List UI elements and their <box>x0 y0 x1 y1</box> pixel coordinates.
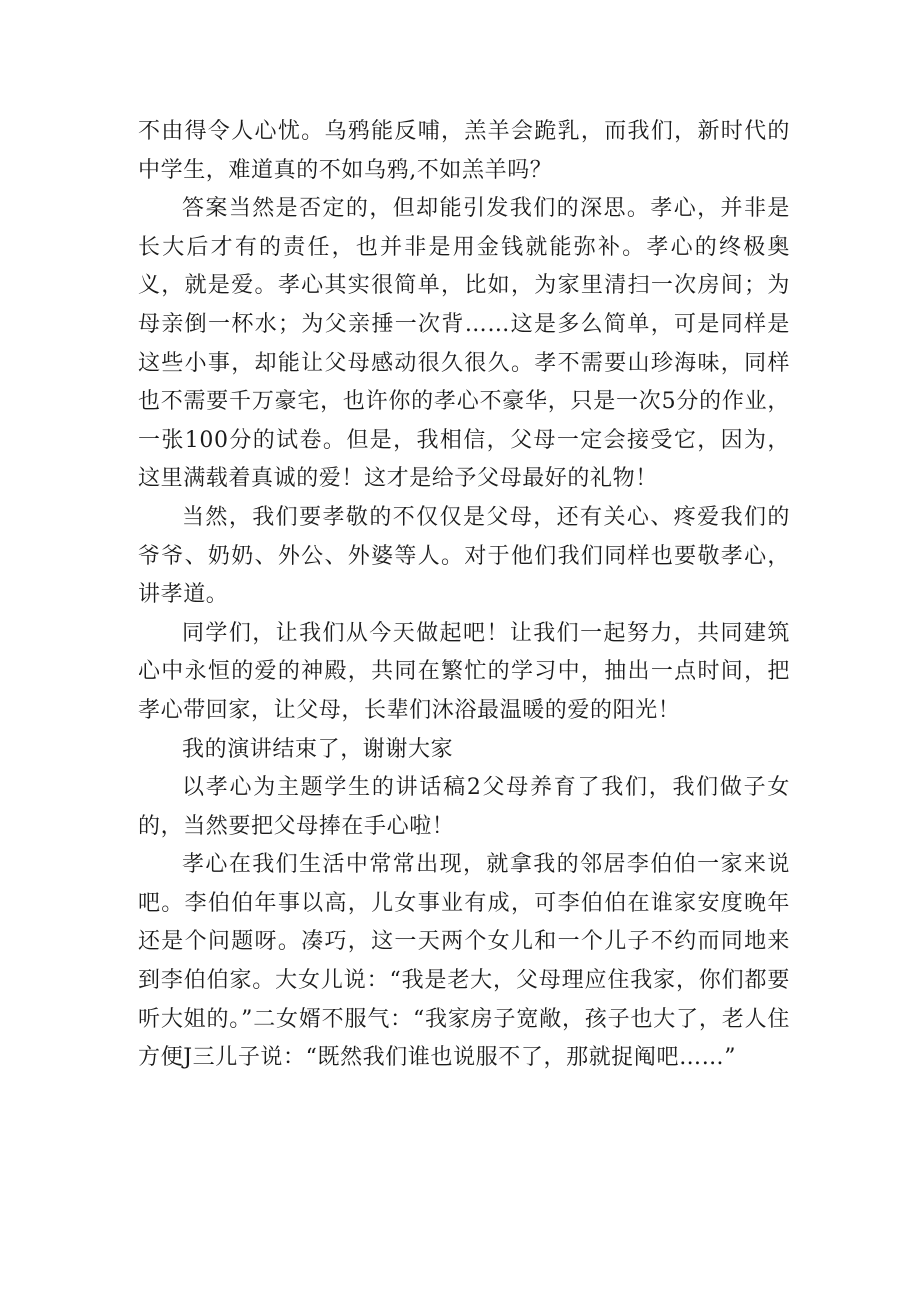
paragraph-6: 以孝心为主题学生的讲话稿2父母养育了我们，我们做子女的，当然要把父母捧在手心啦！ <box>138 775 790 839</box>
paragraph-4: 同学们，让我们从今天做起吧！让我们一起努力，共同建筑心中永恒的爱的神殿，共同在繁忙的学习中，抽出一点时间，把孝心带回家，让父母，长辈们沐浴最温暖的爱的阳光！ <box>138 620 790 723</box>
paragraph-7: 孝心在我们生活中常常出现，就拿我的邻居李伯伯一家来说吧。李伯伯年事以高，儿女事业有成，可李伯伯在谁家安度晚年还是个问题呀。凑巧，这一天两个女儿和一个儿子不约而同地来到李伯伯家。大女儿说：“我是老大，父母理应住我家，你们都要听大姐的。”二女婿不服气：“我家房子宽敞，孩子也大了，老人住方便J三儿子说：“既然我们谁也说服不了，那就捉阄吧……” <box>138 852 790 1071</box>
paragraph-2: 答案当然是否定的，但却能引发我们的深思。孝心，并非是长大后才有的责任，也并非是用金钱就能弥补。孝心的终极奥义，就是爱。孝心其实很简单，比如，为家里清扫一次房间；为母亲倒一杯水；为父亲捶一次背……这是多么简单，可是同样是这些小事，却能让父母感动很久很久。孝不需要山珍海味，同样也不需要千万豪宅，也许你的孝心不豪华，只是一次5分的作业，一张100分的试卷。但是，我相信，父母一定会接受它，因为，这里满载着真诚的爱！这才是给予父母最好的礼物！ <box>138 196 790 492</box>
paragraph-3: 当然，我们要孝敬的不仅仅是父母，还有关心、疼爱我们的爷爷、奶奶、外公、外婆等人。对于他们我们同样也要敬孝心，讲孝道。 <box>138 504 790 608</box>
paragraph-1: 不由得令人心忧。乌鸦能反哺，羔羊会跪乳，而我们，新时代的中学生，难道真的不如乌鸦,不如羔羊吗？ <box>138 119 790 183</box>
paragraph-5: 我的演讲结束了，谢谢大家 <box>182 736 454 762</box>
document-body <box>138 113 790 1078</box>
